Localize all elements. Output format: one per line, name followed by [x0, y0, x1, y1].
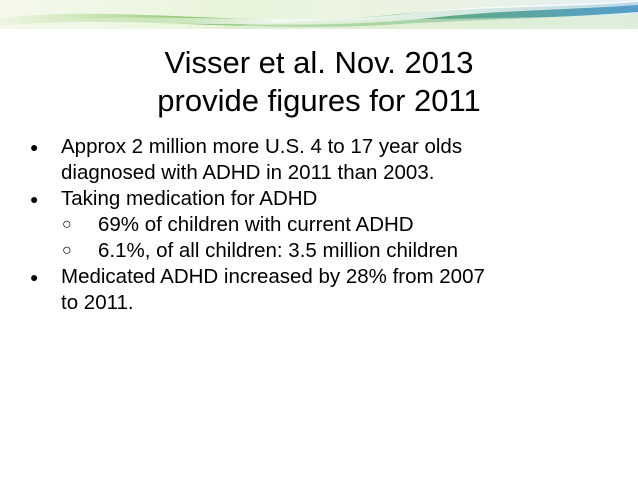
bullet-text-line: Taking medication for ADHD: [61, 187, 318, 210]
title-line-2: provide figures for 2011: [157, 83, 481, 118]
sub-bullet-text: 6.1%, of all children: 3.5 million children: [98, 239, 459, 262]
banner-swoosh-graphic: [0, 0, 638, 29]
bullet-marker: ●: [30, 191, 39, 207]
bullet-marker: ●: [30, 269, 39, 285]
title-line-1: Visser et al. Nov. 2013: [164, 45, 474, 80]
decorative-banner: [0, 0, 638, 29]
bullet-item-1: [30, 134, 620, 186]
slide-title: [0, 44, 638, 120]
sub-bullet-item-2: [30, 238, 620, 264]
sub-bullet-item-1: [30, 212, 620, 238]
bullet-text-line: Medicated ADHD increased by 28% from 2007: [61, 265, 485, 288]
bullet-text-line: diagnosed with ADHD in 2011 than 2003.: [61, 161, 435, 184]
sub-bullet-marker: ○: [62, 216, 72, 233]
sub-bullet-text: 69% of children with current ADHD: [98, 213, 414, 236]
sub-bullet-marker: ○: [62, 242, 72, 259]
bullet-marker: ●: [30, 139, 39, 155]
bullet-text-line: Approx 2 million more U.S. 4 to 17 year olds: [61, 135, 463, 158]
bullet-text-line: to 2011.: [61, 291, 134, 314]
bullet-item-3: [30, 264, 620, 316]
bullet-item-2: [30, 186, 620, 212]
bullet-list: [30, 134, 620, 316]
